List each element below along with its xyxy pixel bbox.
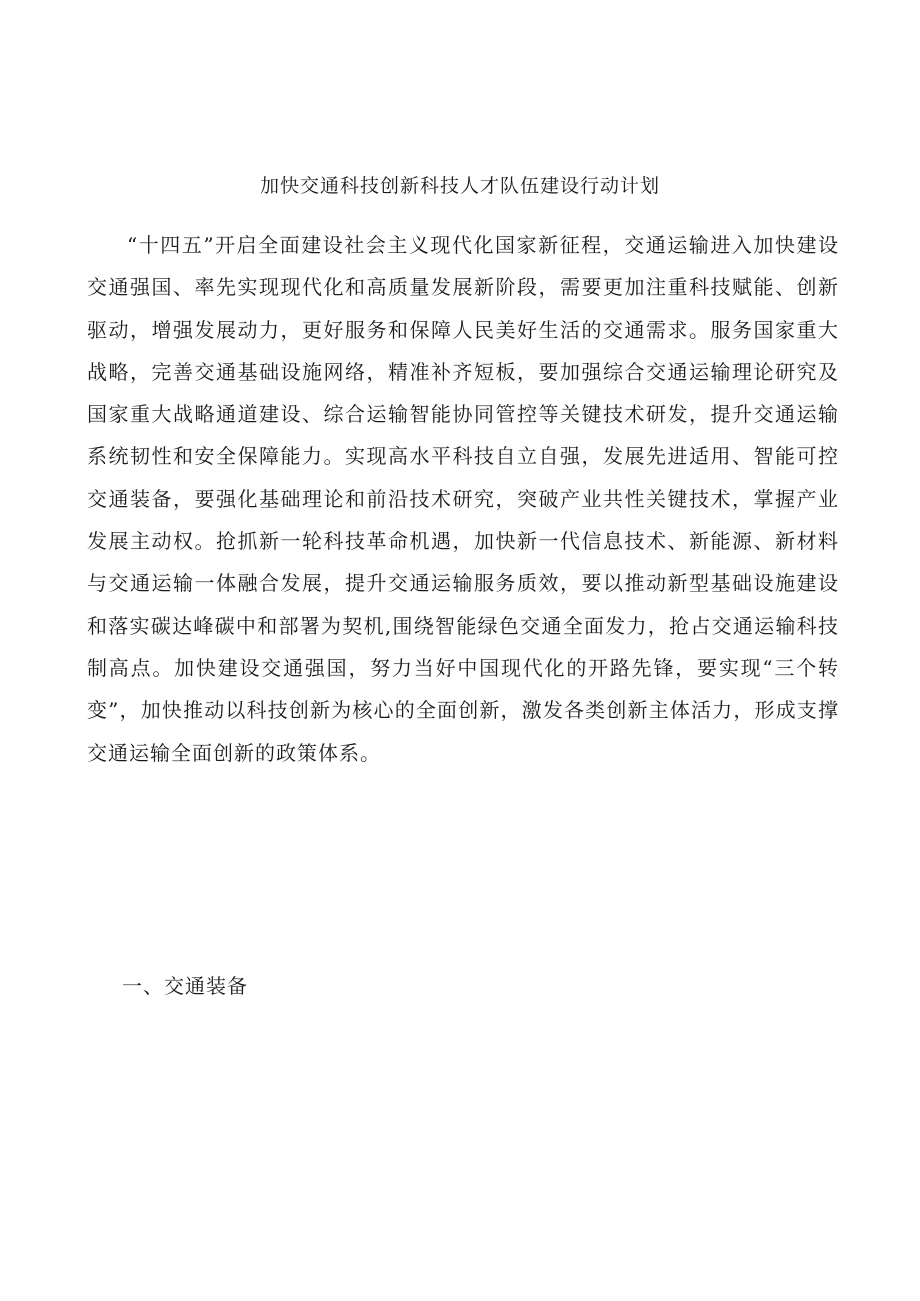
section-heading: 一、交通装备: [122, 974, 248, 998]
document-title: 加快交通科技创新科技人才队伍建设行动计划: [259, 175, 660, 197]
intro-paragraph: “十四五”开启全面建设社会主义现代化国家新征程，交通运输进入加快建设交通强国、率先实现现代化和高质量发展新阶段，需要更加注重科技赋能、创新驱动，增强发展动力，更好服务和保障人民美好生活的交通需求。服务国家重大战略，完善交通基础设施网络，精准补齐短板，要加强综合交通运输理论研究及国家重大战略通道建设、综合运输智能协同管控等关键技术研发，提升交通运输系统韧性和安全保障能力。实现高水平科技自立自强，发展先进适用、智能可控交通装备，要强化基础理论和前沿技术研究，突破产业共性关键技术，掌握产业发展主动权。抢抓新一轮科技革命机遇，加快新一代信息技术、新能源、新材料与交通运输一体融合发展，提升交通运输服务质效，要以推动新型基础设施建设和落实碳达峰碳中和部署为契机,围绕智能绿色交通全面发力，抢占交通运输科技制高点。加快建设交通强国，努力当好中国现代化的开路先锋，要实现“三个转变”，加快推动以科技创新为核心的全面创新，激发各类创新主体活力，形成支撑交通运输全面创新的政策体系。: [87, 233, 839, 765]
